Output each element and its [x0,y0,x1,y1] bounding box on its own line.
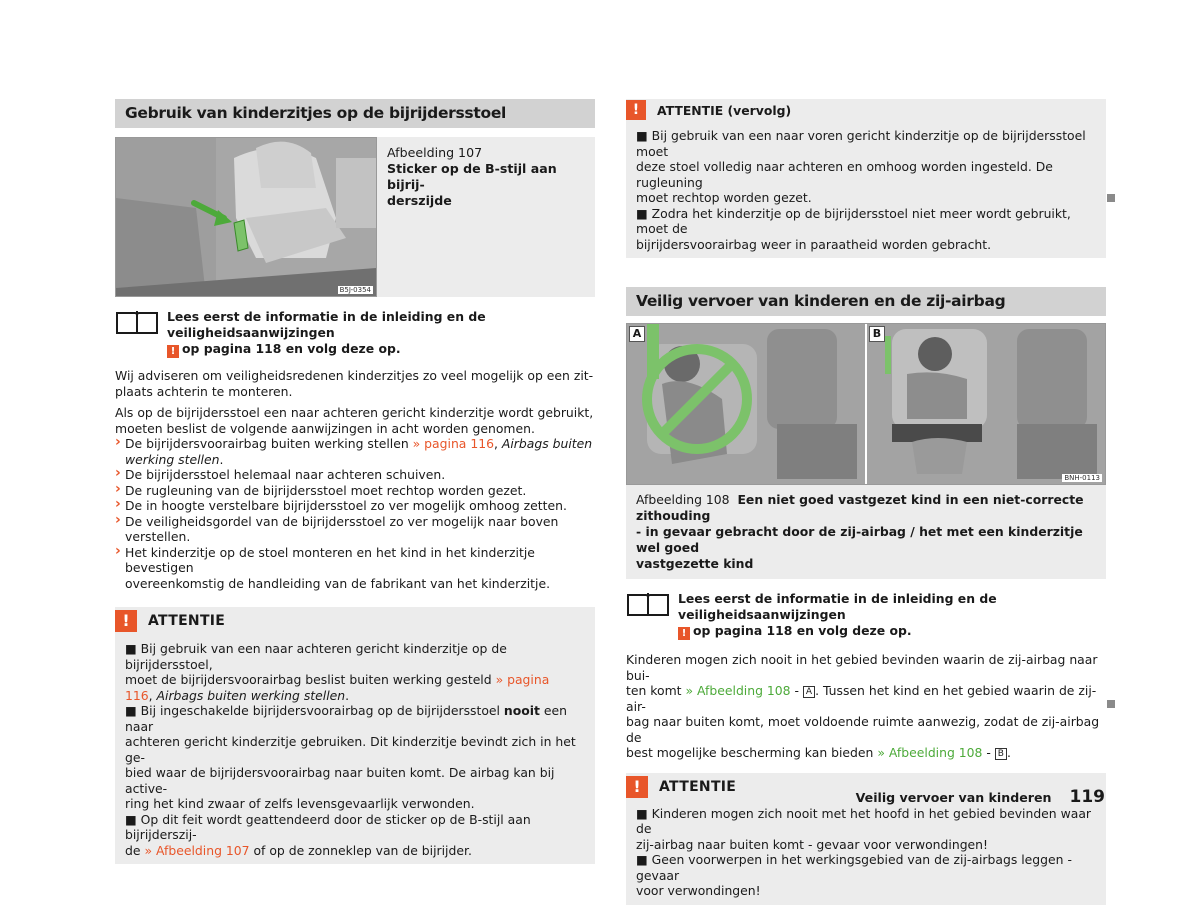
attention-title: ATTENTIE [148,613,226,629]
para-line: Kinderen mogen zich nooit in het gebied bevinden waarin de zij-airbag naar bui- [626,652,1098,683]
footer-chapter-title: Veilig vervoer van kinderen [855,790,1052,805]
figure-id-label: BNH-0113 [1064,474,1100,482]
figure-title-line1: Sticker op de B-stijl aan bijrij- [387,161,557,192]
attention-line: bijrijdersvoorairbag weer in paraatheid worden gebracht. [636,236,992,252]
list-item: › De in hoogte verstelbare bijrijdersstoel zo ver mogelijk omhoog zetten. [115,498,595,514]
para1-line1: Wij adviseren om veiligheidsredenen kinderzitjes zo veel mogelijk op een zit- [115,368,594,383]
panel-label-b: B [869,326,885,342]
page-number: 119 [1069,787,1105,807]
read-first-note [115,309,595,358]
figure-number: Afbeelding 107 [387,145,483,160]
para-line: . Tussen het kind en het gebied waarin de zij-air- [626,683,1097,714]
attention-line: ■ Kinderen mogen zich nooit met het hoofd in het gebied bevinden waar de [636,805,1092,836]
para-line: bag naar buiten komt, moet voldoende ruimte aanwezig, zodat de zij-airbag de [626,714,1100,745]
list-item-italic: Airbags buiten [501,436,593,451]
attention-line: of op de zonneklep van de bijrijder. [249,842,472,858]
attention-line: ■ Geen voorwerpen in het werkingsgebied van de zij-airbags leggen - gevaar [636,852,1072,883]
attention-sep: , [148,687,157,703]
list-item-italic: werking stellen [125,451,220,467]
para-dash: - [790,683,803,698]
section-title: Veilig vervoer van kinderen en de zij-airbag [626,287,1106,316]
attention-bold: nooit [503,703,540,718]
page-footer [856,787,1105,807]
list-item [115,545,595,592]
figure-107-caption [377,137,595,297]
child-with-seat-illustration [867,324,1105,484]
attention-line: een naar [125,703,567,734]
caption-line2: - in gevaar gebracht door de zij-airbag / het met een kinderzitje wel goed [636,524,1083,555]
caption-line3: vastgezette kind [636,556,754,571]
list-item [115,436,595,467]
right-column [626,99,1106,905]
panel-ref-a: A [803,686,815,698]
panel-a [627,324,865,484]
attention-line: ring het kind zwaar of zelfs levensgevaarlijk verwonden. [125,796,475,811]
panel-label-a: A [629,326,645,342]
figure-107-image [115,137,377,297]
attention-line: ■ Op dit feit wordt geattendeerd door de sticker op de B-stijl aan bijrijderszij- [125,811,531,842]
section-title: Gebruik van kinderzitjes op de bijrijdersstoel [115,99,595,128]
page-link[interactable]: » pagina [495,672,550,687]
attention-line: ■ Bij gebruik van een naar achteren gericht kinderzitje op de bijrijdersstoel, [125,641,507,672]
attention-line: bied waar de bijrijdersvoorairbag naar buiten komt. De airbag kan bij active- [125,765,555,796]
figure-number: Afbeelding 108 [636,492,730,507]
figure-108-caption [626,485,1106,579]
page-link[interactable]: 116 [125,687,149,703]
attention-line: moet de bijrijdersvoorairbag beslist buiten werking gesteld [125,672,496,687]
figure-title-line2: derszijde [387,193,452,208]
caption-line1: Een niet goed vastgezet kind in een niet-correcte zithouding [636,492,1084,523]
instruction-list [115,436,595,591]
child-without-seat-illustration [627,324,865,484]
note-line1: Lees eerst de informatie in de inleiding en de veiligheidsaanwijzingen [678,591,997,622]
note-line2: op pagina 118 en volg deze op. [693,623,912,638]
warning-icon: ! [626,100,646,120]
attention-title: ATTENTIE [659,778,737,795]
left-column [115,99,595,864]
list-item-text: De bijrijdersvoorairbag buiten werking stellen [125,436,413,451]
attention-line: ■ Bij gebruik van een naar voren gericht kinderzitje op de bijrijdersstoel moet [636,128,1086,159]
attention-italic: Airbags buiten werking stellen [156,687,346,703]
attention-line: deze stoel volledig naar achteren en omhoog worden ingesteld. De rugleuning [636,159,1053,190]
open-book-icon [626,591,670,617]
warning-icon: ! [626,776,648,798]
note-line2: op pagina 118 en volg deze op. [182,341,401,356]
figure-link[interactable]: » Afbeelding 108 [685,683,791,698]
attention-continued-box [626,99,1106,258]
attention-end: . [345,687,350,703]
body-text [115,368,595,591]
section-end-marker [1107,194,1115,202]
list-item: › De bijrijdersstoel helemaal naar achteren schuiven. [115,467,595,483]
list-item-text: Het kinderzitje op de stoel monteren en het kind in het kinderzitje bevestigen [125,544,535,575]
attention-line: zij-airbag naar buiten komt - gevaar voor verwondingen! [636,836,989,852]
open-book-icon [115,309,159,335]
para-line: . [1006,745,1011,760]
para-line: ten komt [626,683,686,698]
attention-line: de [125,842,145,858]
para1-line2: plaats achterin te monteren. [115,383,293,399]
figure-link[interactable]: » Afbeelding 108 [877,745,983,760]
figure-link[interactable]: » Afbeelding 107 [144,842,250,858]
list-item-end: . [219,451,224,467]
panel-ref-b: B [995,748,1007,760]
list-item: › De rugleuning van de bijrijdersstoel moet rechtop worden gezet. [115,483,595,499]
para2-line1: Als op de bijrijdersstoel een naar achteren gericht kinderzitje wordt gebruikt, [115,405,594,420]
attention-title: ATTENTIE (vervolg) [657,102,792,118]
list-item-text: overeenkomstig de handleiding van de fabrikant van het kinderzitje. [125,575,551,591]
list-item-sep: , [493,436,502,451]
note-line1: Lees eerst de informatie in de inleiding en de veiligheidsaanwijzingen [167,309,486,340]
figure-107 [115,137,595,297]
body-text [626,652,1106,761]
section-end-marker [1107,700,1115,708]
attention-box [115,607,595,864]
para-line: best mogelijke bescherming kan bieden [626,745,878,760]
page-link[interactable]: » pagina 116 [412,436,494,451]
read-first-note [626,591,1106,640]
attention-line: voor verwondingen! [636,883,761,898]
warning-icon: ! [167,345,179,358]
attention-line: ■ Bij ingeschakelde bijrijdersvoorairbag op de bijrijdersstoel [125,703,504,718]
panel-b [865,324,1105,484]
list-item: › De veiligheidsgordel van de bijrijdersstoel zo ver mogelijk naar boven verstellen. [115,514,595,545]
warning-icon: ! [678,627,690,640]
attention-line: ■ Zodra het kinderzitje op de bijrijdersstoel niet meer wordt gebruikt, moet de [636,205,1071,236]
car-door-illustration [116,138,376,296]
attention-line: moet rechtop worden gezet. [636,190,812,205]
figure-108-image [626,323,1106,485]
attention-line: achteren gericht kinderzitje gebruiken. Dit kinderzitje bevindt zich in het ge- [125,734,576,765]
figure-id-label: B5J-0354 [339,286,371,294]
para-dash: - [982,745,995,760]
warning-icon: ! [115,610,137,632]
para2-line2: moeten beslist de volgende aanwijzingen in acht worden genomen. [115,420,535,436]
